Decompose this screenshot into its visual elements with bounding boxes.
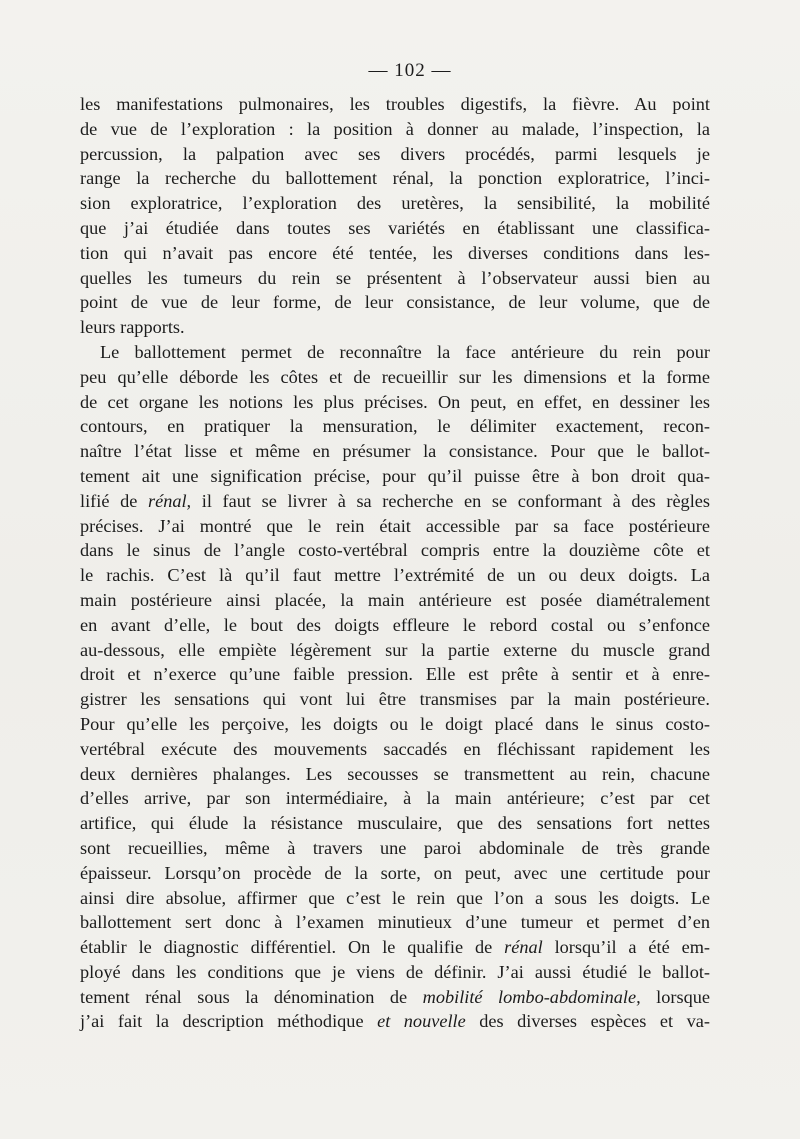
text-line <box>80 935 710 960</box>
italic-term: rénal <box>504 937 543 958</box>
text-line: quelles les tumeurs du rein se présentent à l’observateur aussi bien au <box>80 267 710 288</box>
text-line: artifice, qui élude la résistance musculaire, que des sensations fort nettes <box>80 813 710 834</box>
text-span: lorsque <box>640 986 710 1007</box>
text-line <box>80 985 710 1010</box>
paragraph-2 <box>80 340 710 1034</box>
body-text <box>80 92 710 1034</box>
text-line: les manifestations pulmonaires, les troubles digestifs, la fièvre. Au point <box>80 94 710 114</box>
text-line: de cet organe les notions les plus précises. On peut, en effet, en dessiner les <box>80 391 710 412</box>
text-line <box>80 489 710 514</box>
text-line: au-dessous, elle empiète légèrement sur la partie externe du muscle grand <box>80 639 710 660</box>
text-line: le rachis. C’est là qu’il faut mettre l’extrémité de un ou deux doigts. La <box>80 565 710 586</box>
text-span: des diverses espèces et va- <box>465 1011 710 1032</box>
text-line: tion qui n’avait pas encore été tentée, les diverses conditions dans les- <box>80 242 710 263</box>
text-line: droit et n’exerce qu’une faible pression. Elle est prête à sentir et à enre- <box>80 664 710 685</box>
page-number: — 102 — <box>368 60 452 81</box>
text-line: Pour qu’elle les perçoive, les doigts ou le doigt placé dans le sinus costo- <box>80 713 710 734</box>
text-span: lifié de <box>80 490 148 511</box>
paragraph-1 <box>80 92 710 340</box>
text-line: dans le sinus de l’angle costo-vertébral compris entre la douzième côte et <box>80 540 710 561</box>
italic-term: et nouvelle <box>377 1011 466 1032</box>
text-span: tement rénal sous la dénomination de <box>80 986 423 1007</box>
text-line: naître l’état lisse et même en présumer la consistance. Pour que le ballot- <box>80 441 710 462</box>
text-line: précises. J’ai montré que le rein était accessible par sa face postérieure <box>80 515 710 536</box>
text-line: point de vue de leur forme, de leur consistance, de leur volume, que de <box>80 292 710 313</box>
text-line: leurs rapports. <box>80 317 185 338</box>
text-line <box>80 1009 710 1034</box>
text-span: il faut se livrer à sa recherche en se conformant à des règles <box>191 490 711 511</box>
text-line: contours, en pratiquer la mensuration, le délimiter exactement, recon- <box>80 416 710 437</box>
text-line: sont recueillies, même à travers une paroi abdominale de très grande <box>80 837 710 858</box>
text-line: Le ballottement permet de reconnaître la face antérieure du rein pour <box>100 341 710 362</box>
italic-term: rénal, <box>147 490 192 511</box>
text-line: deux dernières phalanges. Les secousses se transmettent au rein, chacune <box>80 763 710 784</box>
text-line: vertébral exécute des mouvements saccadés en fléchissant rapidement les <box>80 738 710 759</box>
text-line: ballottement sert donc à l’examen minutieux d’une tumeur et permet d’en <box>80 912 710 933</box>
text-span: j’ai fait la description méthodique <box>80 1011 378 1032</box>
text-span: établir le diagnostic différentiel. On le qualifie de <box>80 937 505 958</box>
text-line: de vue de l’exploration : la position à donner au malade, l’inspection, la <box>80 118 710 139</box>
text-line: peu qu’elle déborde les côtes et de recueillir sur les dimensions et la forme <box>80 366 710 387</box>
text-line: gistrer les sensations qui vont lui être transmises par la main postérieure. <box>80 689 710 710</box>
text-line: ainsi dire absolue, affirmer que c’est le rein que l’on a sous les doigts. Le <box>80 887 710 908</box>
text-line: ployé dans les conditions que je viens de définir. J’ai aussi étudié le ballot- <box>80 961 710 982</box>
text-line: d’elles arrive, par son intermédiaire, à la main antérieure; c’est par cet <box>80 788 710 809</box>
text-line: main postérieure ainsi placée, la main antérieure est posée diamétralement <box>80 589 710 610</box>
text-line: percussion, la palpation avec ses divers procédés, parmi lesquels je <box>80 143 710 164</box>
text-line: range la recherche du ballottement rénal, la ponction exploratrice, l’inci- <box>80 168 710 189</box>
text-span: lorsqu’il a été em- <box>542 937 710 958</box>
text-line: sion exploratrice, l’exploration des uretères, la sensibilité, la mobilité <box>80 193 710 214</box>
italic-term: mobilité lombo-abdominale, <box>422 986 641 1007</box>
text-line: que j’ai étudiée dans toutes ses variétés en établissant une classifica- <box>80 217 710 238</box>
text-line: en avant d’elle, le bout des doigts effleure le rebord costal ou s’enfonce <box>80 614 710 635</box>
text-line: tement ait une signification précise, pour qu’il puisse être à bon droit qua- <box>80 465 710 486</box>
text-line: épaisseur. Lorsqu’on procède de la sorte, on peut, avec une certitude pour <box>80 862 710 883</box>
